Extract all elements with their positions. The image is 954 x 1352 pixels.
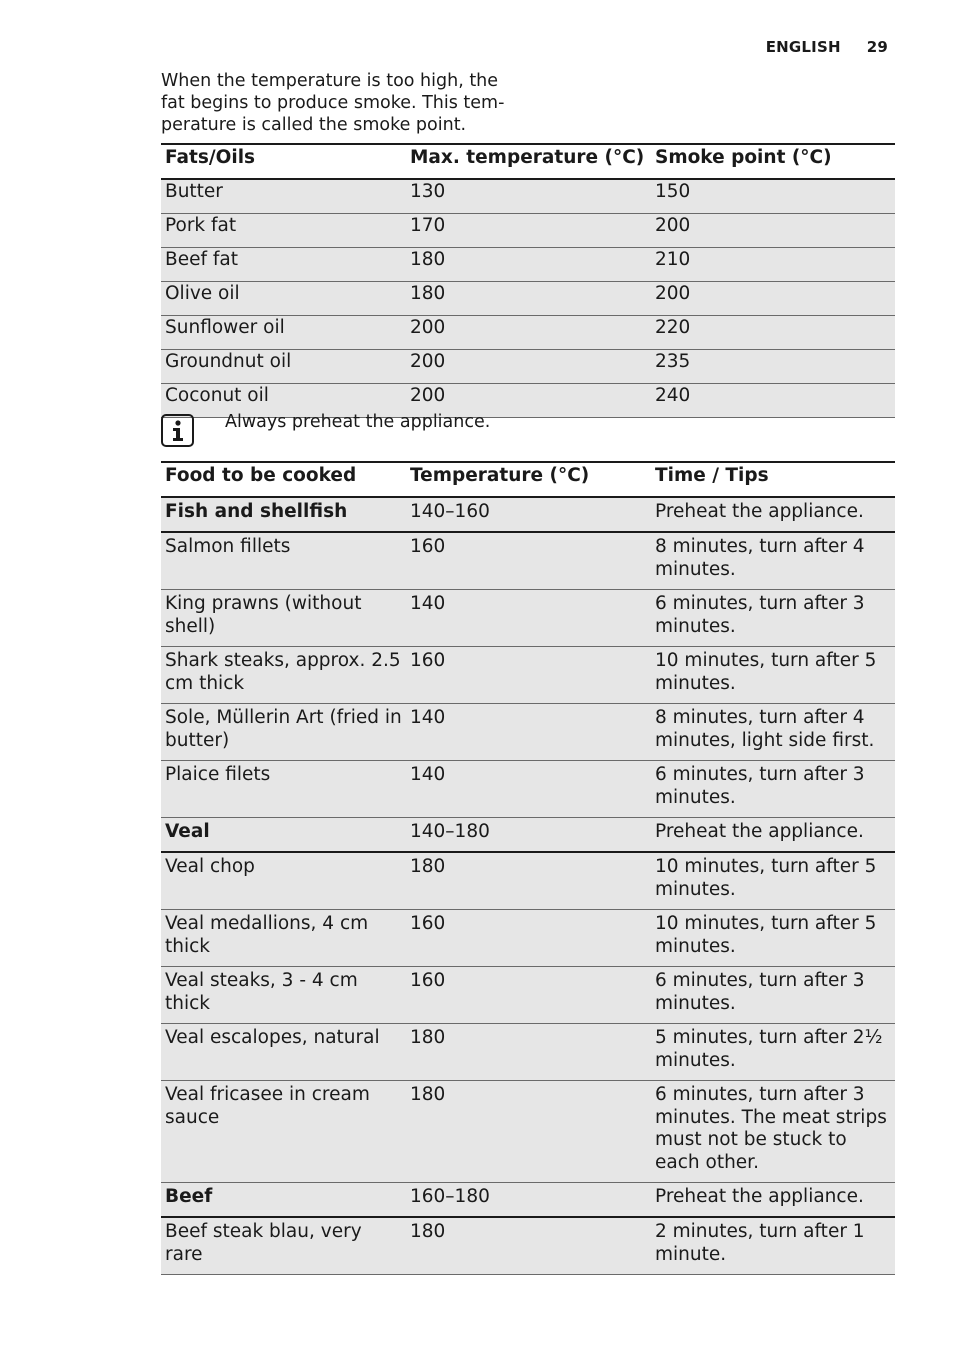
table-cell: Butter (161, 179, 406, 214)
table-cell: Preheat the appliance. (651, 1183, 895, 1218)
info-note (161, 410, 895, 460)
table-row (161, 282, 895, 316)
table-cell: 140–160 (406, 497, 651, 532)
page-header (766, 38, 888, 56)
page-number: 29 (866, 38, 888, 56)
table-row (161, 214, 895, 248)
table-cell: Sunflower oil (161, 316, 406, 350)
table-cell: 5 minutes, turn after 2½ minutes. (651, 1024, 895, 1081)
table-cell: 235 (651, 350, 895, 384)
table-cell: Veal medallions, 4 cm thick (161, 910, 406, 967)
table-cell: Veal steaks, 3 - 4 cm thick (161, 967, 406, 1024)
table-cell: 160 (406, 910, 651, 967)
table-row (161, 179, 895, 214)
table-cell: 200 (406, 316, 651, 350)
table-cell: 180 (406, 248, 651, 282)
column-header: Temperature (°C) (406, 462, 651, 497)
column-header: Smoke point (°C) (651, 144, 895, 179)
table-cell: King prawns (without shell) (161, 590, 406, 647)
table-cell: 180 (406, 282, 651, 316)
food-cooking-table (161, 461, 895, 1275)
table-row (161, 967, 895, 1024)
table-cell: 200 (406, 350, 651, 384)
column-header: Food to be cooked (161, 462, 406, 497)
table-cell: Sole, Müllerin Art (fried in butter) (161, 704, 406, 761)
table-cell: 8 minutes, turn after 4 minutes, light side first. (651, 704, 895, 761)
category-label: Beef (161, 1183, 406, 1218)
table-cell: 6 minutes, turn after 3 minutes. (651, 590, 895, 647)
table-cell: Preheat the appliance. (651, 818, 895, 853)
table-cell: 150 (651, 179, 895, 214)
table-cell: 6 minutes, turn after 3 minutes. (651, 967, 895, 1024)
table-row (161, 910, 895, 967)
table-cell: 10 minutes, turn after 5 minutes. (651, 647, 895, 704)
table-row (161, 1217, 895, 1275)
table-cell: 160 (406, 967, 651, 1024)
table-cell: 10 minutes, turn after 5 minutes. (651, 852, 895, 910)
table-cell: Veal escalopes, natural (161, 1024, 406, 1081)
header-language: ENGLISH (765, 38, 841, 56)
note-text: Always preheat the appliance. (225, 412, 491, 432)
table-cell: Salmon fillets (161, 532, 406, 590)
table-row (161, 316, 895, 350)
category-row (161, 1183, 895, 1218)
table-cell: 200 (651, 214, 895, 248)
table-cell: 200 (406, 384, 651, 418)
category-row (161, 818, 895, 853)
table-row (161, 852, 895, 910)
table-row (161, 1024, 895, 1081)
table-row (161, 248, 895, 282)
table-cell: 160–180 (406, 1183, 651, 1218)
table-cell: 140 (406, 590, 651, 647)
category-label: Veal (161, 818, 406, 853)
table-cell: 140 (406, 761, 651, 818)
table-cell: 10 minutes, turn after 5 minutes. (651, 910, 895, 967)
table-cell: 220 (651, 316, 895, 350)
table-cell: Shark steaks, approx. 2.5 cm thick (161, 647, 406, 704)
table-row (161, 532, 895, 590)
table-cell: 8 minutes, turn after 4 minutes. (651, 532, 895, 590)
table-cell: 2 minutes, turn after 1 minute. (651, 1217, 895, 1275)
table-cell: 170 (406, 214, 651, 248)
table-cell: Plaice filets (161, 761, 406, 818)
intro-line: perature is called the smoke point. (161, 115, 467, 135)
table-header-row (161, 144, 895, 179)
info-icon (161, 414, 194, 447)
table-cell: Beef fat (161, 248, 406, 282)
table-cell: 140–180 (406, 818, 651, 853)
column-header: Fats/Oils (161, 144, 406, 179)
category-row (161, 497, 895, 532)
table-cell: Coconut oil (161, 384, 406, 418)
table-cell: Veal fricasee in cream sauce (161, 1081, 406, 1183)
table-cell: 180 (406, 1081, 651, 1183)
table-row (161, 1081, 895, 1183)
table-cell: 140 (406, 704, 651, 761)
intro-paragraph (161, 70, 506, 136)
table-cell: Veal chop (161, 852, 406, 910)
table-cell: Pork fat (161, 214, 406, 248)
table-row (161, 761, 895, 818)
table-cell: 180 (406, 1024, 651, 1081)
intro-line: fat begins to produce smoke. This tem- (161, 93, 505, 113)
table-cell: 210 (651, 248, 895, 282)
table-cell: 160 (406, 532, 651, 590)
table-cell: 160 (406, 647, 651, 704)
table-cell: Preheat the appliance. (651, 497, 895, 532)
column-header: Time / Tips (651, 462, 895, 497)
table-cell: 180 (406, 852, 651, 910)
table-row (161, 590, 895, 647)
table-cell: 6 minutes, turn after 3 minutes. (651, 761, 895, 818)
table-cell: 130 (406, 179, 651, 214)
table-cell: 6 minutes, turn after 3 minutes. The meat strips must not be stuck to each other. (651, 1081, 895, 1183)
table-row (161, 350, 895, 384)
table-cell: Beef steak blau, very rare (161, 1217, 406, 1275)
table-row (161, 647, 895, 704)
table-header-row (161, 462, 895, 497)
table-cell: 240 (651, 384, 895, 418)
table-cell: Olive oil (161, 282, 406, 316)
category-label: Fish and shellfish (161, 497, 406, 532)
table-cell: 180 (406, 1217, 651, 1275)
table-cell: Groundnut oil (161, 350, 406, 384)
column-header: Max. temperature (°C) (406, 144, 651, 179)
intro-line: When the temperature is too high, the (161, 71, 499, 91)
fats-oils-table (161, 143, 895, 418)
table-row (161, 704, 895, 761)
table-cell: 200 (651, 282, 895, 316)
